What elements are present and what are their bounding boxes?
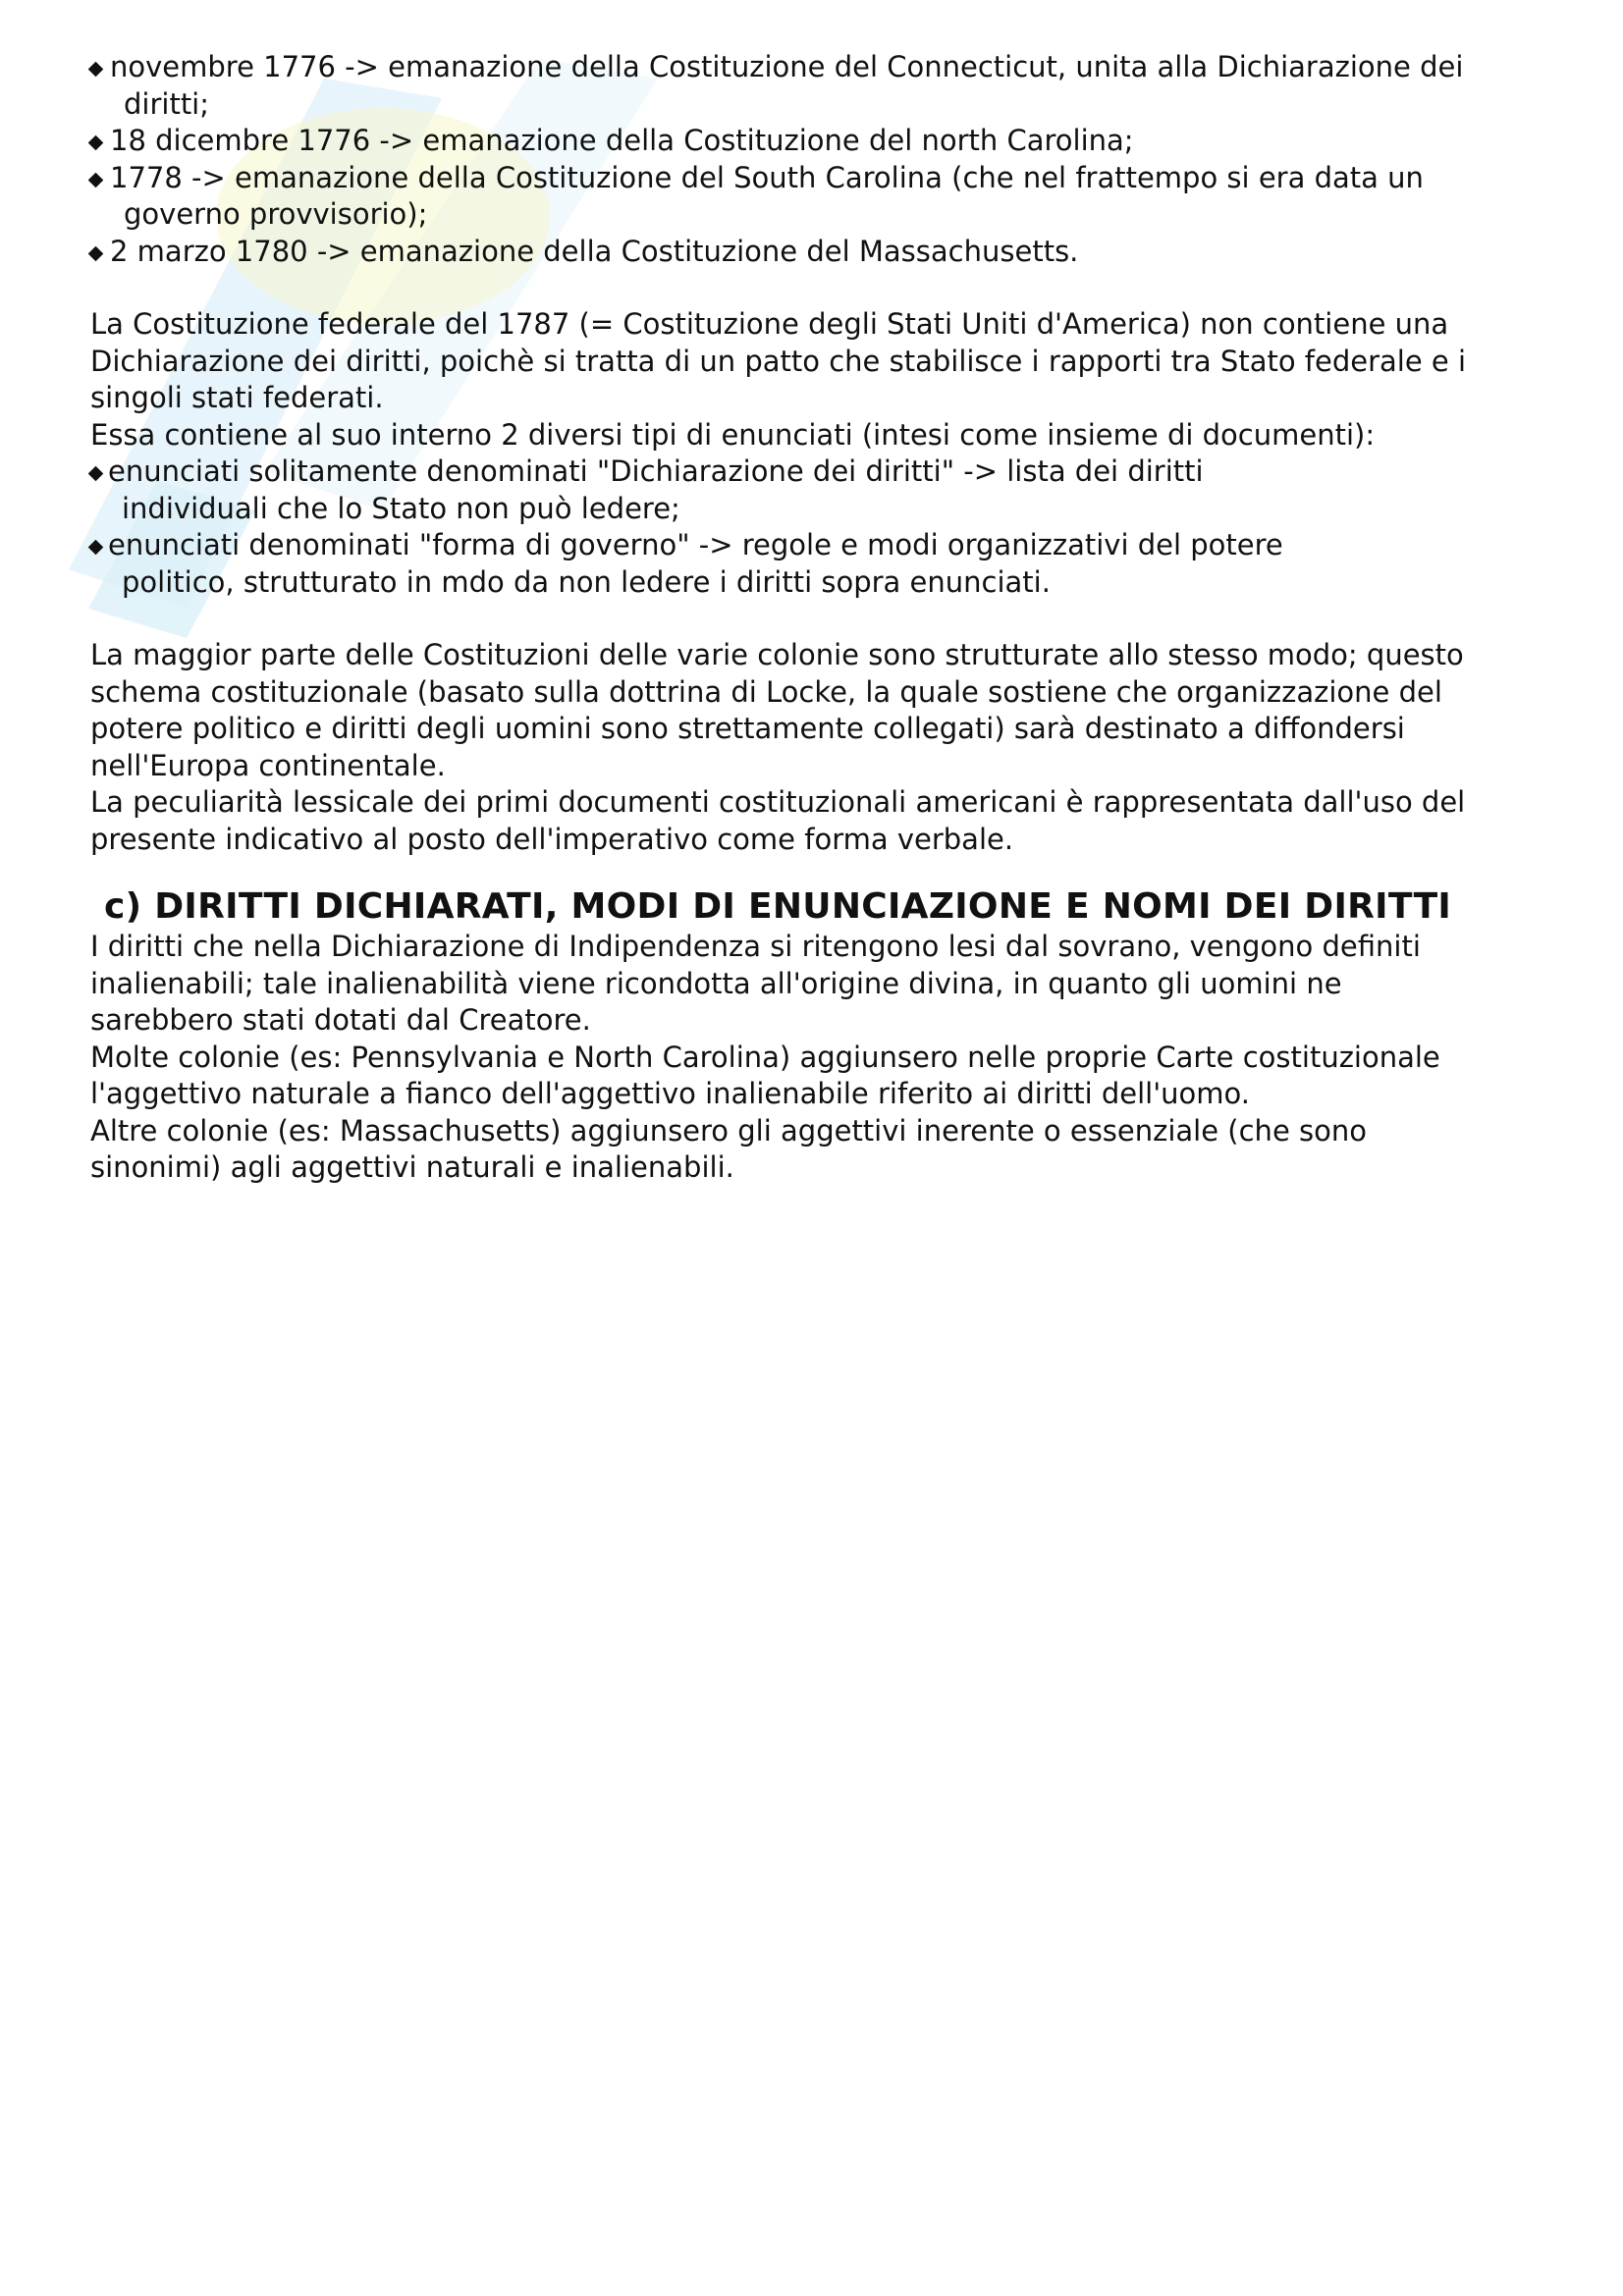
- list-item: enunciati solitamente denominati "Dichiarazione dei diritti" -> lista dei diritti individuali che lo Stato non può ledere;: [86, 454, 1559, 527]
- document-body: [86, 49, 1559, 1187]
- date-bullet-list: [86, 49, 1559, 270]
- paragraph-inalienable-rights: I diritti che nella Dichiarazione di Indipendenza si ritengono lesi dal sovrano, vengono definiti inalienabili; tale inalienabilità viene ricondotta all'origine divina, in quanto gli uomini ne sarebbero stati dotati dal Creatore.: [90, 930, 1421, 1037]
- diamond-bullet-icon: [88, 245, 104, 261]
- paragraph-lexical-peculiarity: La peculiarità lessicale dei primi documenti costituzionali americani è rappresentata dall'uso del presente indicativo al posto dell'imperativo come forma verbale.: [90, 785, 1466, 856]
- list-item: enunciati denominati "forma di governo" -> regole e modi organizzativi del potere politico, strutturato in mdo da non ledere i diritti sopra enunciati.: [86, 527, 1559, 601]
- diamond-bullet-icon: [88, 540, 104, 556]
- list-item: novembre 1776 -> emanazione della Costituzione del Connecticut, unita alla Dichiarazione dei diritti;: [86, 49, 1559, 123]
- list-item: 2 marzo 1780 -> emanazione della Costituzione del Massachusetts.: [86, 234, 1559, 271]
- diamond-bullet-icon: [88, 62, 104, 78]
- list-item: 18 dicembre 1776 -> emanazione della Costituzione del north Carolina;: [86, 123, 1559, 160]
- paragraph-locke-schema: La maggior parte delle Costituzioni delle varie colonie sono strutturate allo stesso modo; questo schema costituzionale (basato sulla dottrina di Locke, la quale sostiene che organizzazione del potere politico e diritti degli uomini sono strettamente collegati) sarà destinato a diffondersi nell'Europa continentale.: [90, 638, 1464, 782]
- paragraph-enunciati-intro: Essa contiene al suo interno 2 diversi tipi di enunciati (intesi come insieme di documenti):: [90, 417, 1376, 452]
- enunciati-bullet-list: [86, 454, 1559, 601]
- paragraph-natural-adjective: Molte colonie (es: Pennsylvania e North Carolina) aggiunsero nelle proprie Carte costituzionale l'aggettivo naturale a fianco dell'aggettivo inalienabile riferito ai diritti dell'uomo.: [90, 1040, 1440, 1110]
- list-item: 1778 -> emanazione della Costituzione del South Carolina (che nel frattempo si era data un governo provvisorio);: [86, 160, 1559, 234]
- section-heading: c) DIRITTI DICHIARATI, MODI DI ENUNCIAZIONE E NOMI DEI DIRITTI: [104, 886, 1452, 927]
- diamond-bullet-icon: [88, 135, 104, 151]
- diamond-bullet-icon: [88, 172, 104, 187]
- paragraph-federal-constitution: La Costituzione federale del 1787 (= Costituzione degli Stati Uniti d'America) non contiene una Dichiarazione dei diritti, poichè si tratta di un patto che stabilisce i rapporti tra Stato federale e i singoli stati federati.: [90, 307, 1467, 414]
- diamond-bullet-icon: [88, 466, 104, 482]
- paragraph-inherent-adjective: Altre colonie (es: Massachusetts) aggiunsero gli aggettivi inerente o essenziale (che sono sinonimi) agli aggettivi naturali e inalienabili.: [90, 1113, 1367, 1184]
